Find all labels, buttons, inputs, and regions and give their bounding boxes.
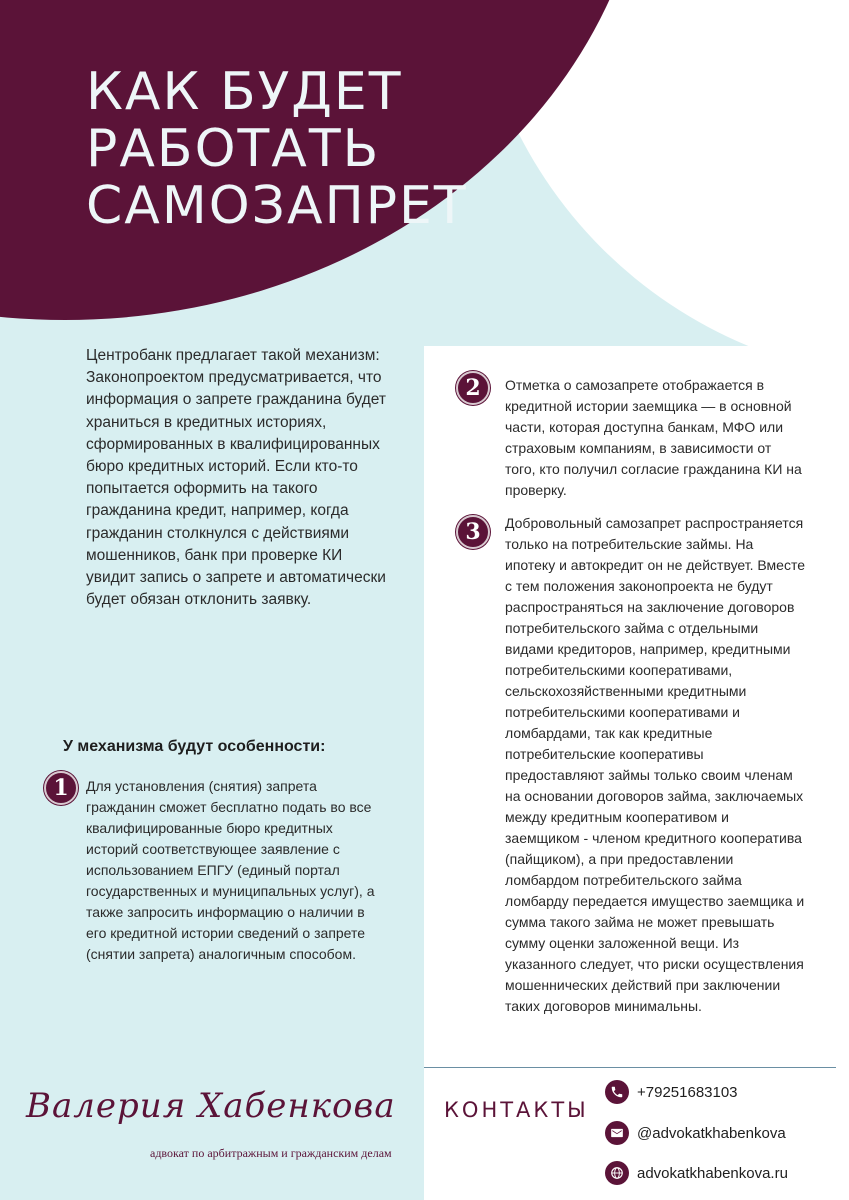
- contact-phone-text: +79251683103: [637, 1083, 738, 1101]
- feature-3-text: Добровольный самозапрет распространяется только на потребительские займы. На ипотеку и автокредит он не действует. Вместе с тем положения законопроекта не будут распространяться на заключение договоров потребительского займа с отдельными видами кредиторов, например, кредитными потребительскими кооперативами, сельскохозяйственными кредитными потребительскими кооперативами и ломбардами, так как кредитные потребительские кооперативы предоставляют займы только своим членам на основании договоров займа, заключаемых между кредитным кооперативом и заемщиком - членом кредитного кооператива (пайщиком), а при предоставлении ломбардом потребительского займа ломбарду передается имущество заемщика и сумма такого займа не может превышать сумму оценки заложенной вещи. Из указанного следует, что риски осуществления мошеннических действий при заключении таких договоров минимальны.: [505, 515, 806, 1014]
- contacts-label: КОНТАКТЫ: [444, 1098, 589, 1122]
- page-title: [86, 64, 546, 235]
- contact-phone[interactable]: [605, 1079, 738, 1105]
- phone-icon: [605, 1080, 629, 1104]
- title-line-3: САМОЗАПРЕТ: [86, 176, 468, 236]
- footer-divider: [424, 1067, 836, 1068]
- title-line-1: КАК БУДЕТ: [86, 62, 403, 122]
- email-icon: [605, 1121, 629, 1145]
- globe-icon: [605, 1161, 629, 1185]
- features-heading: У механизма будут особенности:: [63, 738, 326, 755]
- intro-paragraph: Центробанк предлагает такой механизм: Законопроектом предусматривается, что информация о запрете гражданина будет храниться в кредитных историях, сформированных в квалифицированных бюро кредитных историй. Если кто-то попытается оформить на такого гражданина кредит, например, когда гражданин столкнулся с действиями мошенников, банк при проверке КИ увидит запись о запрете и автоматически будет обязан отклонить заявку.: [86, 347, 387, 609]
- feature-number-2-badge: 2: [456, 371, 490, 405]
- feature-number-1-badge: 1: [44, 771, 78, 805]
- contact-email-text: @advokatkhabenkova: [637, 1124, 786, 1142]
- feature-1-text: Для установления (снятия) запрета гражданин сможет бесплатно подать во все квалифицированные бюро кредитных историй соответствующее заявление с использованием ЕПГУ (единый портал государственных и муниципальных услуг), а также запросить информацию о наличии в его кредитной истории сведений о запрете (снятии запрета) аналогичным способом.: [86, 778, 375, 962]
- feature-2-text: Отметка о самозапрете отображается в кредитной истории заемщика — в основной части, которая доступна банкам, МФО или страховым компаниям, в зависимости от того, кто получил согласие гражданина КИ на проверку.: [505, 377, 802, 498]
- contact-website-text: advokatkhabenkova.ru: [637, 1164, 788, 1182]
- contact-email[interactable]: [605, 1120, 786, 1146]
- brand-subtitle: адвокат по арбитражным и гражданским делам: [150, 1146, 392, 1160]
- title-line-2: РАБОТАТЬ: [86, 119, 381, 179]
- brand-logo-name: Валерия Хабенкова: [26, 1086, 396, 1126]
- contact-website[interactable]: [605, 1160, 788, 1186]
- feature-number-3-badge: 3: [456, 515, 490, 549]
